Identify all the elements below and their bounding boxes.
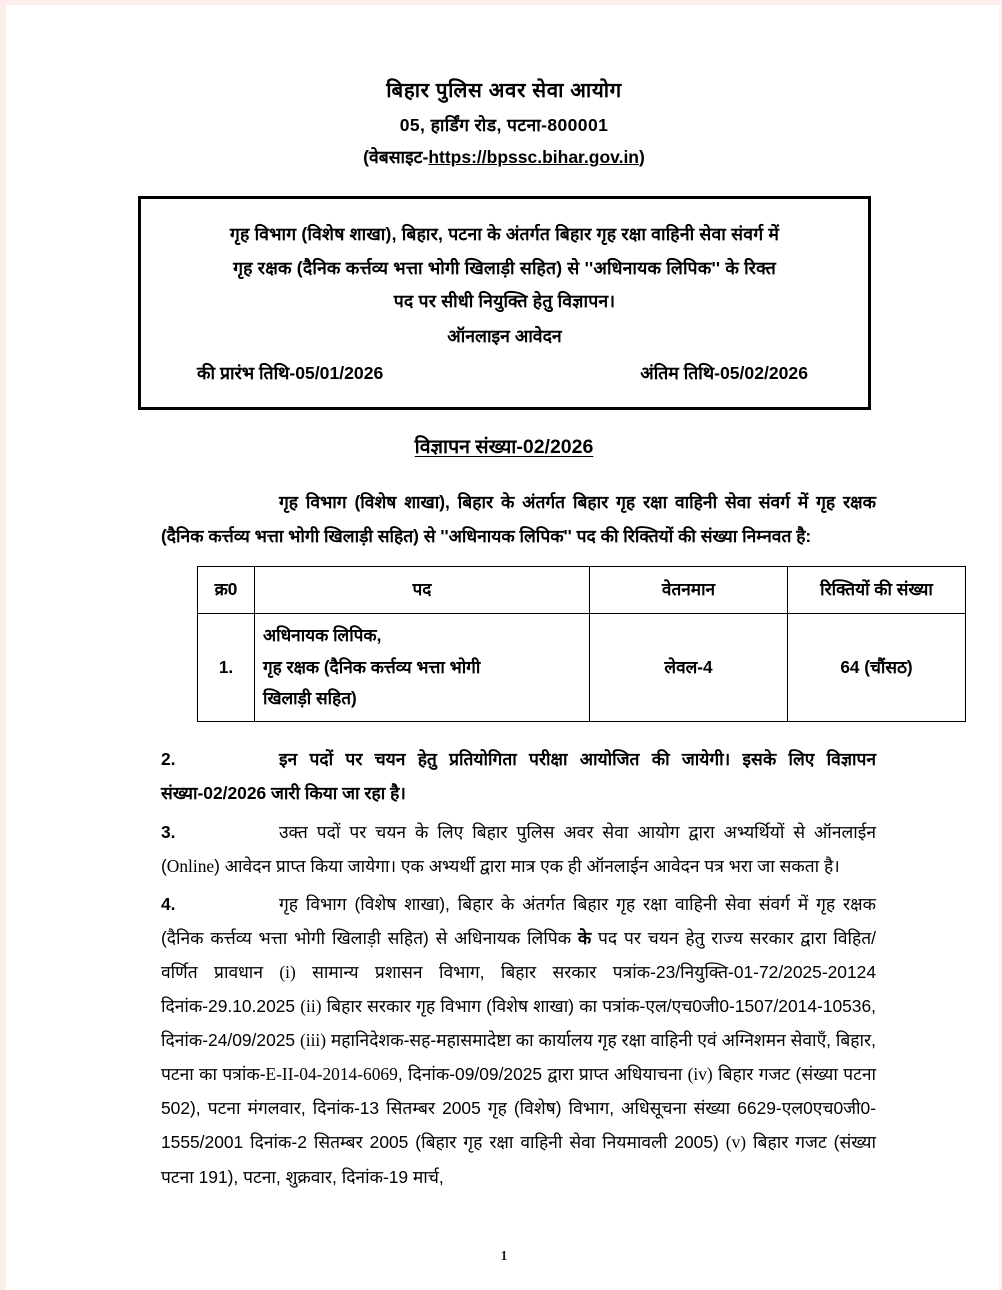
paragraph-4-segment-2: पद पर चयन हेतु राज्य सरकार द्वारा विहित/वर्णित प्रावधान: [161, 927, 877, 982]
paragraph-3-number: 3.: [161, 821, 176, 842]
table-header-post: पद: [255, 567, 590, 614]
paragraph-4-segment-4: बिहार सरकार गृह विभाग (विशेष शाखा) का पत्रांक-एल/एच0जी0-1507/2014-10536, दिनांक-24/09/2025: [161, 996, 876, 1051]
organization-name: बिहार पुलिस अवर सेवा आयोग: [386, 79, 622, 102]
post-name-line-2: गृह रक्षक (दैनिक कर्त्तव्य भत्ता भोगी: [263, 656, 481, 677]
document-masthead: [6, 5, 1002, 170]
paragraph-4-segment-8: बिहार गजट (संख्या पटना 191), पटना, शुक्रवार, दिनांक-19 मार्च,: [161, 1132, 876, 1187]
cell-pay-scale: लेवल-4: [590, 613, 788, 721]
paragraph-4-bold-ke: के: [577, 927, 592, 948]
organization-website: [6, 146, 1002, 170]
notice-line-1: गृह विभाग (विशेष शाखा), बिहार, पटना के अंतर्गत बिहार गृह रक्षा वाहिनी सेवा संवर्ग में: [229, 223, 780, 244]
table-row: [198, 613, 966, 721]
intro-paragraph: गृह विभाग (विशेष शाखा), बिहार के अंतर्गत बिहार गृह रक्षा वाहिनी सेवा संवर्ग में गृह रक्षक (दैनिक कर्त्तव्य भत्ता भोगी खिलाड़ी सहित) से ''अधिनायक लिपिक'' पद की रिक्तियों की संख्या निम्नवत है:: [161, 491, 876, 546]
paragraph-4-number: 4.: [161, 893, 176, 914]
paragraph-3-text-a: उक्त पदों पर चयन के लिए बिहार पुलिस अवर सेवा आयोग द्वारा अभ्यर्थियों से ऑनलाईन (: [161, 821, 876, 876]
application-end-date: अंतिम तिथि-05/02/2026: [640, 362, 808, 383]
paragraph-2-text: इन पदों पर चयन हेतु प्रतियोगिता परीक्षा आयोजित की जायेगी। इसके लिए विज्ञापन संख्या-02/2026 जारी किया जा रहा है।: [161, 749, 876, 804]
table-header-sl: क्र0: [198, 567, 255, 614]
page-sheet: [6, 5, 1002, 1290]
paragraph-4-letter-number: E-II-04-2014-6069: [265, 1064, 398, 1085]
page-number: 1: [500, 1248, 508, 1263]
paragraph-4-roman-v: (v): [725, 1132, 747, 1153]
paragraph-4-segment-5: महानिदेशक-सह-महासमादेष्टा का कार्यालय गृह रक्षा वाहिनी एवं अग्निशमन सेवाएँ, बिहार, पटना का पत्रांक-: [161, 1030, 876, 1085]
document-body: [161, 485, 933, 1194]
table-header-vacancies: रिक्तियों की संख्या: [788, 567, 966, 614]
notice-line-2: गृह रक्षक (दैनिक कर्त्तव्य भत्ता भोगी खिलाड़ी सहित) से ''अधिनायक लिपिक'' के रिक्त: [233, 257, 776, 278]
paragraph-2-number: 2.: [161, 749, 176, 770]
paragraph-3-text-b: ) आवेदन प्राप्त किया जायेगा। एक अभ्यर्थी द्वारा मात्र एक ही ऑनलाईन आवेदन पत्र भरा जा सकता है।: [214, 855, 840, 876]
paragraph-4-segment-7: बिहार गजट (संख्या पटना 502), पटना मंगलवार, दिनांक-13 सितम्बर 2005 गृह (विशेष) विभाग, अधिसूचना संख्या 6629-एल0एच0जी0-1555/2001 दिनांक-2 सितम्बर 2005 (बिहार गृह रक्षा वाहिनी सेवा नियमावली 2005): [161, 1064, 876, 1153]
paragraph-3-online-word: Online: [166, 855, 215, 876]
paragraph-4-roman-iii: (iii): [299, 1030, 327, 1051]
paragraph-3: [161, 815, 876, 883]
notice-dates-row: [165, 354, 844, 390]
notice-box: [138, 196, 871, 410]
paragraph-4-segment-1: गृह विभाग (विशेष शाखा), बिहार के अंतर्गत बिहार गृह रक्षा वाहिनी सेवा संवर्ग में गृह रक्षक (दैनिक कर्त्तव्य भत्ता भोगी खिलाड़ी सहित) से अधिनायक लिपिक: [161, 893, 876, 948]
notice-online-label: ऑनलाइन आवेदन: [447, 326, 562, 347]
paragraph-4-roman-i: (i): [279, 961, 296, 982]
paragraph-4-segment-6: , दिनांक-09/09/2025 द्वारा प्राप्त अधियाचना: [397, 1064, 688, 1085]
post-name-line-1: अधिनायक लिपिक,: [263, 624, 382, 645]
advertisement-number-heading: [6, 432, 1002, 459]
table-header-row: [198, 567, 966, 614]
organization-address: 05, हार्डिंग रोड, पटना-800001: [399, 114, 609, 135]
cell-vacancies: 64 (चौंसठ): [788, 613, 966, 721]
paragraph-4-segment-3: सामान्य प्रशासन विभाग, बिहार सरकार पत्रांक-23/नियुक्ति-01-72/2025-20124 दिनांक-29.10.2025: [161, 961, 876, 1017]
vacancy-table: [197, 566, 966, 722]
post-name-lines: [263, 620, 581, 715]
advertisement-number-text: विज्ञापन संख्या-02/2026: [414, 435, 594, 458]
paragraph-4-roman-iv: (iv): [687, 1064, 713, 1085]
paragraph-4-roman-ii: (ii): [300, 996, 322, 1017]
application-start-date: की प्रारंभ तिथि-05/01/2026: [197, 362, 384, 383]
cell-serial-number: 1.: [198, 613, 255, 721]
notice-line-3: पद पर सीधी नियुक्ति हेतु विज्ञापन।: [393, 291, 616, 312]
table-header-payscale: वेतनमान: [590, 567, 788, 614]
website-suffix-text: ): [639, 147, 645, 168]
paragraph-2: [161, 742, 876, 810]
website-prefix-text: (वेबसाइट-: [363, 147, 429, 168]
paragraph-4: [161, 887, 876, 1194]
website-link[interactable]: https://bpssc.bihar.gov.in: [428, 147, 639, 168]
post-name-line-3: खिलाड़ी सहित): [263, 688, 357, 709]
cell-post-name: [255, 613, 590, 721]
